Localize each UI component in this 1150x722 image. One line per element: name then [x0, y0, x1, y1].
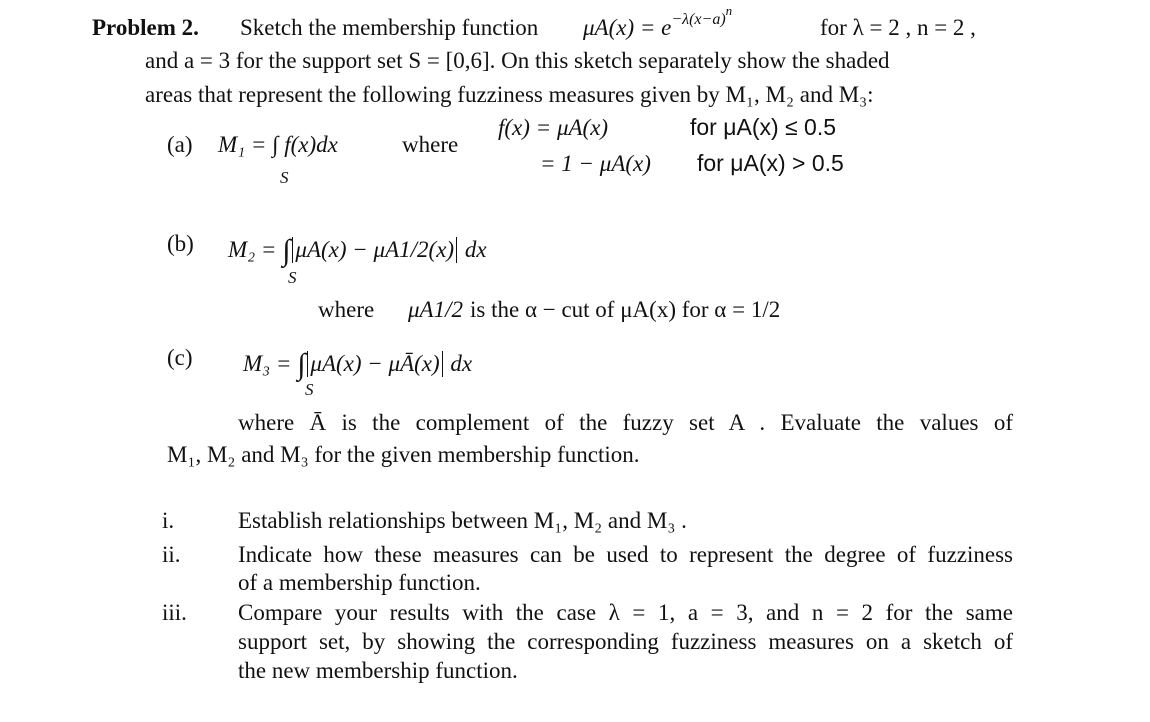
item-1-line-1: Establish relationships between M₁, M₂ and M₃ .: [238, 508, 687, 533]
part-b-formula: M₂ = ∫ μA(x) − μA1/2(x) dx: [228, 234, 487, 267]
problem-params: for λ = 2 , n = 2 ,: [820, 15, 976, 40]
part-c-where-line: where Ā is the complement of the fuzzy set A . Evaluate the values of: [238, 410, 1013, 435]
problem-line1-text: Sketch the membership function: [240, 15, 539, 40]
part-a-case2-lhs: = 1 − μA(x): [540, 151, 651, 176]
integral-sign: ∫: [282, 234, 291, 267]
item-2-line-1: Indicate how these measures can be used to represent the degree of fuzziness: [238, 542, 1013, 567]
item-3-line-2: support set, by showing the corresponding fuzziness measures on a sketch of: [238, 629, 1013, 654]
part-c-formula: M₃ = ∫ μA(x) − μĀ(x) dx: [243, 348, 473, 381]
problem-label: Problem 2.: [92, 15, 199, 40]
part-a-formula: M₁ = ∫ f(x)dx: [218, 132, 338, 157]
part-b-support: S: [288, 268, 297, 287]
part-a-label: (a): [167, 132, 193, 157]
item-3-line-3: the new membership function.: [238, 658, 518, 683]
part-a-case2-cond: for μA(x) > 0.5: [697, 150, 844, 176]
problem-line3: areas that represent the following fuzziness measures given by M₁, M₂ and M₃:: [145, 82, 874, 107]
part-b-where-rest: is the α − cut of μA(x) for α = 1/2: [470, 297, 781, 322]
item-1-num: i.: [162, 508, 175, 533]
item-3-num: iii.: [162, 600, 187, 625]
part-a-where: where: [402, 132, 459, 157]
integral-sign: ∫: [297, 348, 306, 381]
part-a-case1-lhs: f(x) = μA(x): [498, 115, 609, 140]
part-c-eval-line: M₁, M₂ and M₃ for the given membership function.: [167, 442, 640, 467]
part-c-support: S: [305, 380, 314, 399]
membership-function: $\mu A(x) = e^{-\lambda(x-a)n}$: [583, 3, 733, 40]
part-b-alpha-cut-symbol: μA1/2: [408, 297, 463, 322]
item-3-line-1: Compare your results with the case λ = 1, a = 3, and n = 2 for the same: [238, 600, 1013, 625]
item-2-line-2: of a membership function.: [238, 570, 481, 595]
part-b-where: where: [318, 297, 375, 322]
part-b-label: (b): [167, 231, 194, 256]
part-a-support: S: [280, 168, 289, 187]
part-a-case1-cond: for μA(x) ≤ 0.5: [690, 114, 837, 140]
part-c-label: (c): [167, 345, 193, 370]
item-2-num: ii.: [162, 542, 181, 567]
problem-line2: and a = 3 for the support set S = [0,6]. On this sketch separately show the shaded: [145, 48, 890, 73]
